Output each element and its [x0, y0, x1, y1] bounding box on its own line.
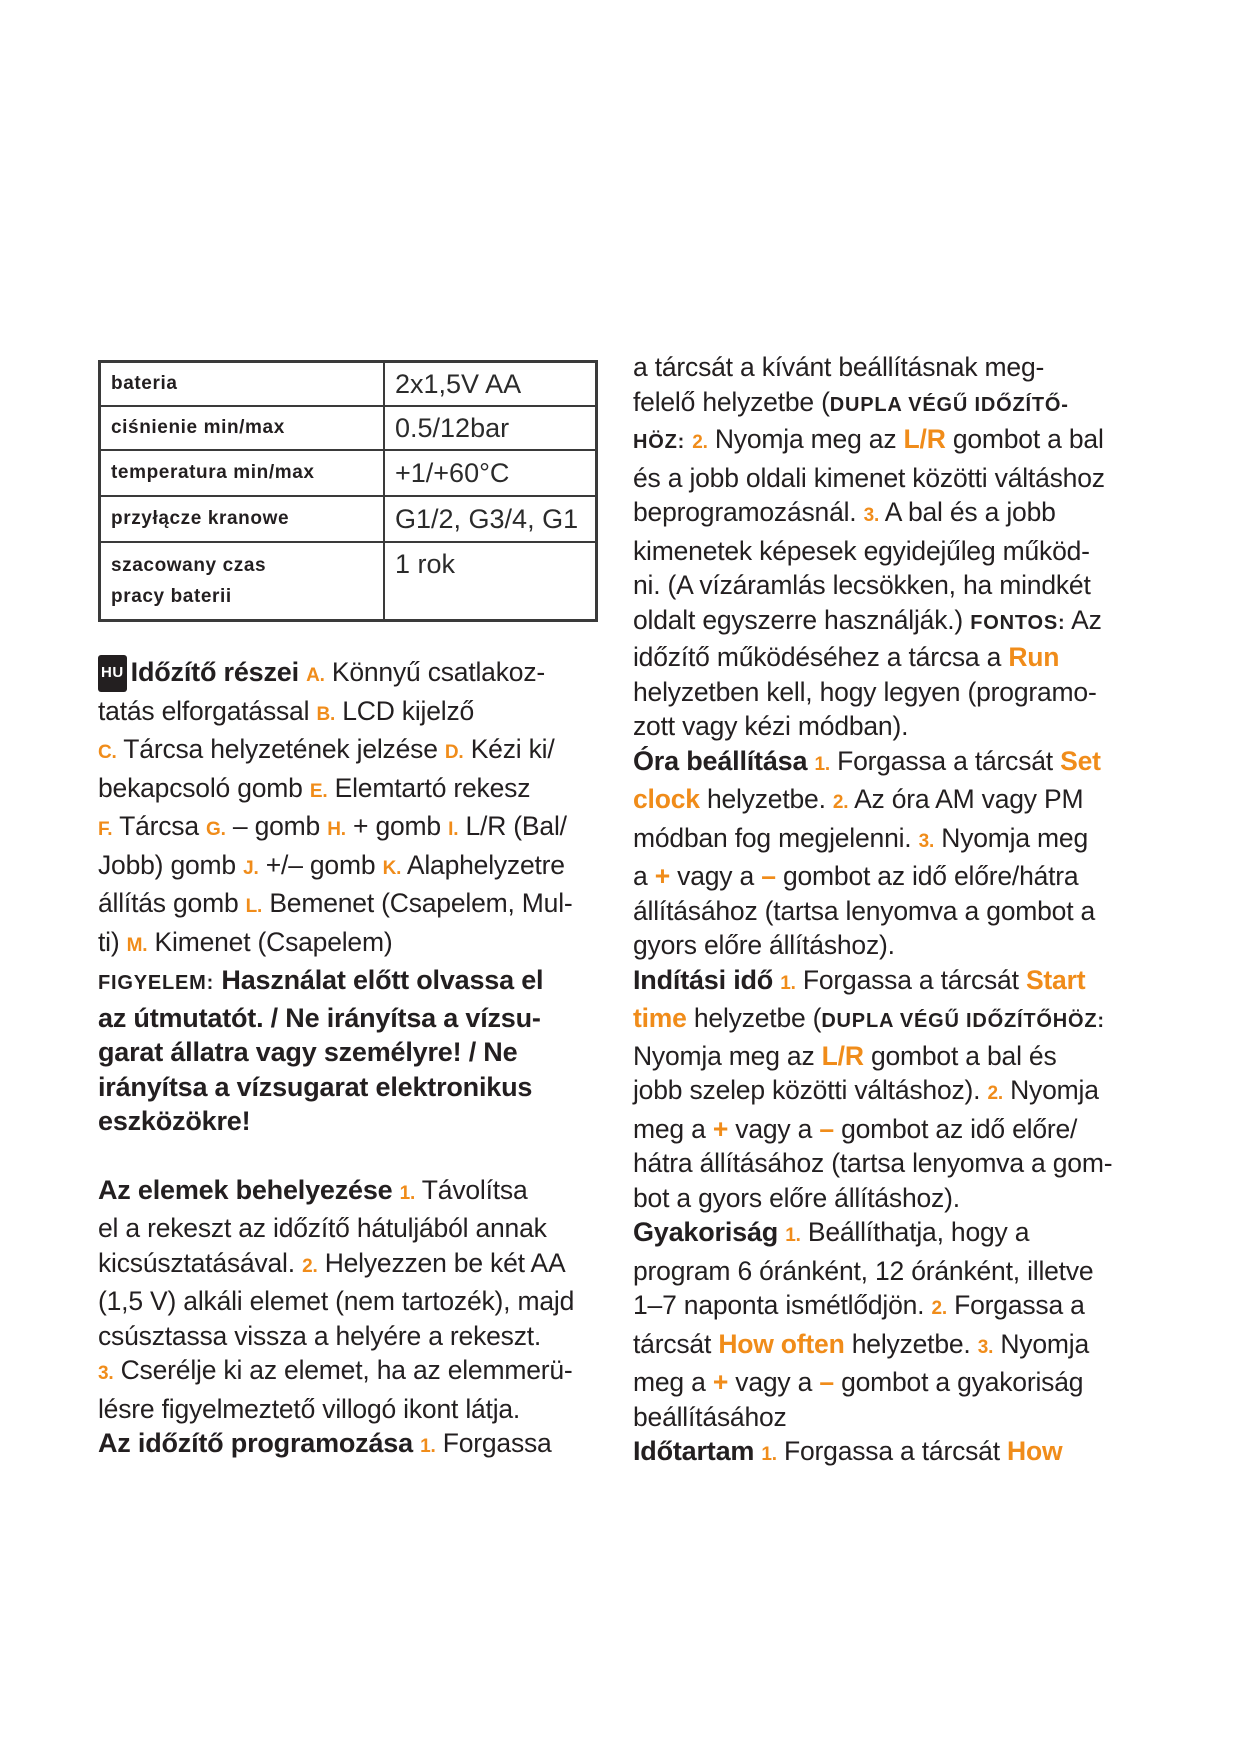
- text-line: ni. (A vízáramlás lecsökken, ha mindkét: [633, 570, 1091, 600]
- text-line: és a jobb oldali kimenet közötti váltáshoz: [633, 462, 1105, 493]
- spec-key: ciśnienie min/max: [100, 406, 385, 450]
- text-line: 3. Cserélje ki az elemet, ha az elemmerü-: [98, 1355, 573, 1385]
- text-line: meg a + vagy a – gombot a gyakoriság: [633, 1367, 1084, 1397]
- spec-table: [98, 360, 598, 622]
- warning-line: eszközökre!: [98, 1106, 251, 1136]
- text-line: bekapcsoló gomb E. Elemtartó rekesz: [98, 772, 531, 803]
- text-line: Időtartam 1. Forgassa a tárcsát How: [633, 1436, 1063, 1466]
- text-line: ti) M. Kimenet (Csapelem): [98, 926, 393, 957]
- text-line: bot a gyors előre állításhoz).: [633, 1182, 960, 1213]
- text-line: el a rekeszt az időzítő hátuljából annak: [98, 1213, 547, 1243]
- spec-key: bateria: [100, 362, 385, 407]
- text-line: állítás gomb L. Bemenet (Csapelem, Mul-: [98, 888, 573, 918]
- section-heading: Időzítő részei: [130, 657, 299, 687]
- warning-line: FIGYELEM: Használat előtt olvassa el: [98, 965, 544, 995]
- spec-key: szacowany czas pracy baterii: [100, 542, 385, 621]
- left-column: [98, 655, 598, 1465]
- text-line: beprogramozásnál. 3. A bal és a jobb: [633, 497, 1056, 527]
- text-line: jobb szelep közötti váltáshoz). 2. Nyomja: [633, 1075, 1099, 1105]
- spec-row: [100, 450, 597, 496]
- spec-value: 0.5/12bar: [384, 406, 597, 450]
- text-line: a tárcsát a kívánt beállításnak meg-: [633, 352, 1045, 382]
- spec-key: przyłącze kranowe: [100, 496, 385, 542]
- section-heading: Gyakoriság: [633, 1217, 779, 1247]
- text-line: kimenetek képesek egyidejűleg működ-: [633, 535, 1090, 566]
- spec-value: 2x1,5V AA: [384, 362, 597, 407]
- section-heading: Az elemek behelyezése: [98, 1174, 393, 1205]
- text-line: program 6 óránként, 12 óránként, illetve: [633, 1255, 1094, 1286]
- text-line: tatás elforgatással B. LCD kijelző: [98, 695, 475, 726]
- text-line: meg a + vagy a – gombot az idő előre/: [633, 1113, 1078, 1144]
- spacer: [98, 1139, 598, 1173]
- spec-row: [100, 542, 597, 621]
- text-line: Az elemek behelyezése 1. Távolítsa: [98, 1174, 528, 1205]
- text-line: HU Időzítő részei A. Könnyű csatlakoz-: [98, 655, 598, 694]
- text-line: beállításához: [633, 1401, 787, 1432]
- text-line: C. Tárcsa helyzetének jelzése D. Kézi ki/: [98, 734, 555, 764]
- text-line: lésre figyelmeztető villogó ikont látja.: [98, 1393, 521, 1424]
- spec-row: [100, 362, 597, 407]
- warning-line: garat állatra vagy személyre! / Ne: [98, 1037, 518, 1067]
- spec-value: +1/+60°C: [384, 450, 597, 496]
- text-line: módban fog megjelenni. 3. Nyomja meg: [633, 822, 1089, 853]
- text-line: (1,5 V) alkáli elemet (nem tartozék), majd: [98, 1286, 575, 1316]
- text-line: Jobb) gomb J. +/– gomb K. Alaphelyzetre: [98, 849, 565, 880]
- text-line: HÖZ: 2. Nyomja meg az L/R gombot a bal: [633, 424, 1104, 454]
- text-line: gyors előre állításhoz).: [633, 930, 895, 960]
- text-line: hátra állításához (tartsa lenyomva a gom-: [633, 1148, 1113, 1178]
- text-line: Indítási idő 1. Forgassa a tárcsát Start: [633, 964, 1086, 995]
- text-line: oldalt egyszerre használják.) FONTOS: Az: [633, 604, 1102, 635]
- text-line: a + vagy a – gombot az idő előre/hátra: [633, 861, 1079, 891]
- text-line: Gyakoriság 1. Beállíthatja, hogy a: [633, 1217, 1030, 1247]
- text-line: időzítő működéséhez a tárcsa a Run: [633, 642, 1060, 672]
- text-line: Az időzítő programozása 1. Forgassa: [98, 1428, 552, 1458]
- text-line: zott vagy kézi módban).: [633, 711, 909, 741]
- text-line: helyzetben kell, hogy legyen (programo-: [633, 676, 1097, 707]
- text-line: Óra beállítása 1. Forgassa a tárcsát Set: [633, 745, 1101, 776]
- spec-value: 1 rok: [384, 542, 597, 621]
- section-heading: Az időzítő programozása: [98, 1428, 413, 1458]
- section-heading: Óra beállítása: [633, 745, 808, 776]
- spec-row: [100, 406, 597, 450]
- text-line: time helyzetbe (DUPLA VÉGŰ IDŐZÍTŐHÖZ:: [633, 1003, 1105, 1033]
- language-badge: HU: [98, 655, 127, 692]
- text-line: tárcsát How often helyzetbe. 3. Nyomja: [633, 1328, 1089, 1359]
- right-column: [633, 350, 1143, 1473]
- text-line: csúsztassa vissza a helyére a rekeszt.: [98, 1320, 542, 1351]
- text-line: felelő helyzetbe (DUPLA VÉGŰ IDŐZÍTŐ-: [633, 386, 1069, 417]
- spec-row: [100, 496, 597, 542]
- text-line: clock helyzetbe. 2. Az óra AM vagy PM: [633, 784, 1084, 814]
- text-line: állításához (tartsa lenyomva a gombot a: [633, 895, 1096, 926]
- text-line: 1–7 naponta ismétlődjön. 2. Forgassa a: [633, 1290, 1085, 1320]
- text-line: kicsúsztatásával. 2. Helyezzen be két AA: [98, 1247, 566, 1278]
- text-line: Nyomja meg az L/R gombot a bal és: [633, 1040, 1057, 1071]
- warning-line: irányítsa a vízsugarat elektronikus: [98, 1071, 533, 1102]
- text-line: F. Tárcsa G. – gomb H. + gomb I. L/R (Bal/: [98, 811, 567, 841]
- spec-key: temperatura min/max: [100, 450, 385, 496]
- spec-value: G1/2, G3/4, G1: [384, 496, 597, 542]
- section-heading: Indítási idő: [633, 964, 774, 995]
- warning-line: az útmutatót. / Ne irányítsa a vízsu-: [98, 1002, 541, 1033]
- section-heading: Időtartam: [633, 1436, 755, 1466]
